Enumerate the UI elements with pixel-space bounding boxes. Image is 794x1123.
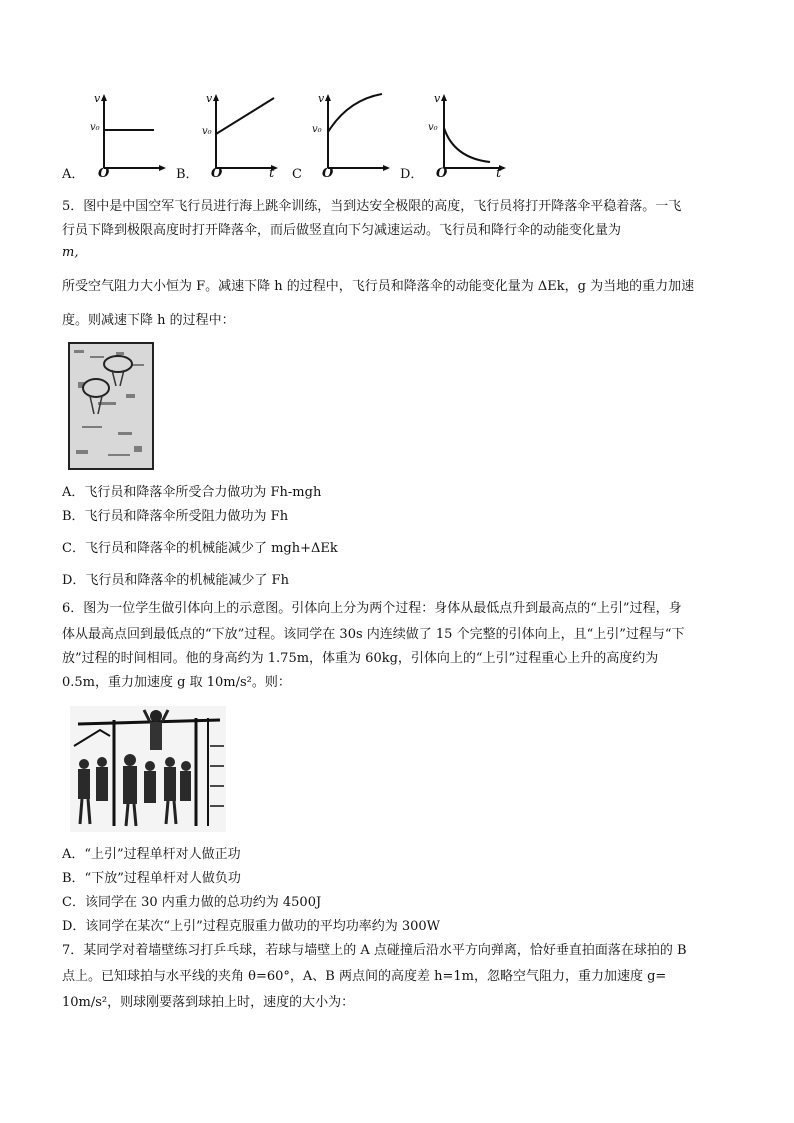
q5-stem-line4: 所受空气阻力大小恒为 F。减速下降 h 的过程中，飞行员和降落伞的动能变化量为 ΔEk，g 为当地的重力加速 [62,279,695,294]
q6-option-d: D．该同学在某次“上引”过程克服重力做功的平均功率约为 300W [62,919,441,934]
graph-b-v-label: v [206,92,213,105]
q4-option-c-label: C [292,167,302,182]
q7-stem-line2: 点上。已知球拍与水平线的夹角 θ=60°，A、B 两点间的高度差 h=1m，忽略空气阻力，重力加速度 g= [62,969,667,984]
q6-option-a: A．“上引”过程单杆对人做正功 [62,847,241,862]
q5-stem-line2: 行员下降到极限高度时打开降落伞，而后做竖直向下匀减速运动。飞行员和降行伞的动能变化量为 [62,223,622,238]
q6-stem-line1: 6．图为一位学生做引体向上的示意图。引体向上分为两个过程：身体从最低点升到最高点的“上引”过程，身 [62,601,682,616]
graph-c-v0-label: v₀ [312,124,322,135]
q6-option-b: B．“下放”过程单杆对人做负功 [62,871,241,886]
graph-c-origin-label: O [322,166,334,181]
q4-option-b-label: B． [176,167,199,182]
q7-stem-line1: 7．某同学对着墙壁练习打乒乓球，若球与墙壁上的 A 点碰撞后沿水平方向弹离，恰好垂直拍面落在球拍的 B [62,943,687,958]
graph-d-v0-label: v₀ [428,122,438,133]
q5-option-d: D．飞行员和降落伞的机械能减少了 Fh [62,573,289,588]
parachute-photo [68,342,154,470]
graph-b-v0-label: v₀ [202,126,212,137]
graph-a-origin-label: O [98,166,110,181]
q5-stem-line5: 度。则减速下降 h 的过程中： [62,313,235,328]
graph-a-v0-label: v₀ [90,122,100,133]
q5-option-b: B．飞行员和降落伞所受阻力做功为 Fh [62,509,289,524]
q7-stem-line3: 10m/s²，则球刚要落到球拍上时，速度的大小为： [62,995,355,1010]
graph-d-origin-label: O [436,166,448,181]
graph-b-t-label: t [269,166,275,181]
q5-stem-line3: m, [62,245,79,260]
q6-stem-line2: 体从最高点回到最低点的“下放”过程。该同学在 30s 内连续做了 15 个完整的引体向上，且“上引”过程与“下 [62,627,685,642]
graph-c-v-label: v [318,92,325,105]
graph-b-origin-label: O [211,166,223,181]
graph-a-v-label: v [94,92,101,105]
graph-d-t-label: t [496,166,502,181]
q6-option-c: C．该同学在 30 内重力做的总功约为 4500J [62,895,322,910]
q4-option-a-label: A． [62,167,85,182]
q6-stem-line4: 0.5m，重力加速度 g 取 10m/s²。则： [62,675,291,690]
q6-stem-line3: 放”过程的时间相同。他的身高约为 1.75m，体重为 60kg，引体向上的“上引”过程重心上升的高度约为 [62,651,659,666]
pull-up-photo [70,706,226,832]
q5-stem-line1: 5．图中是中国空军飞行员进行海上跳伞训练，当到达安全极限的高度，飞行员将打开降落伞平稳着落。一飞 [62,199,682,214]
graph-d-v-label: v [434,92,441,105]
q5-option-a: A．飞行员和降落伞所受合力做功为 Fh-mgh [62,485,322,500]
q5-option-c: C．飞行员和降落伞的机械能减少了 mgh+ΔEk [62,541,338,556]
q4-option-d-label: D． [400,167,424,182]
